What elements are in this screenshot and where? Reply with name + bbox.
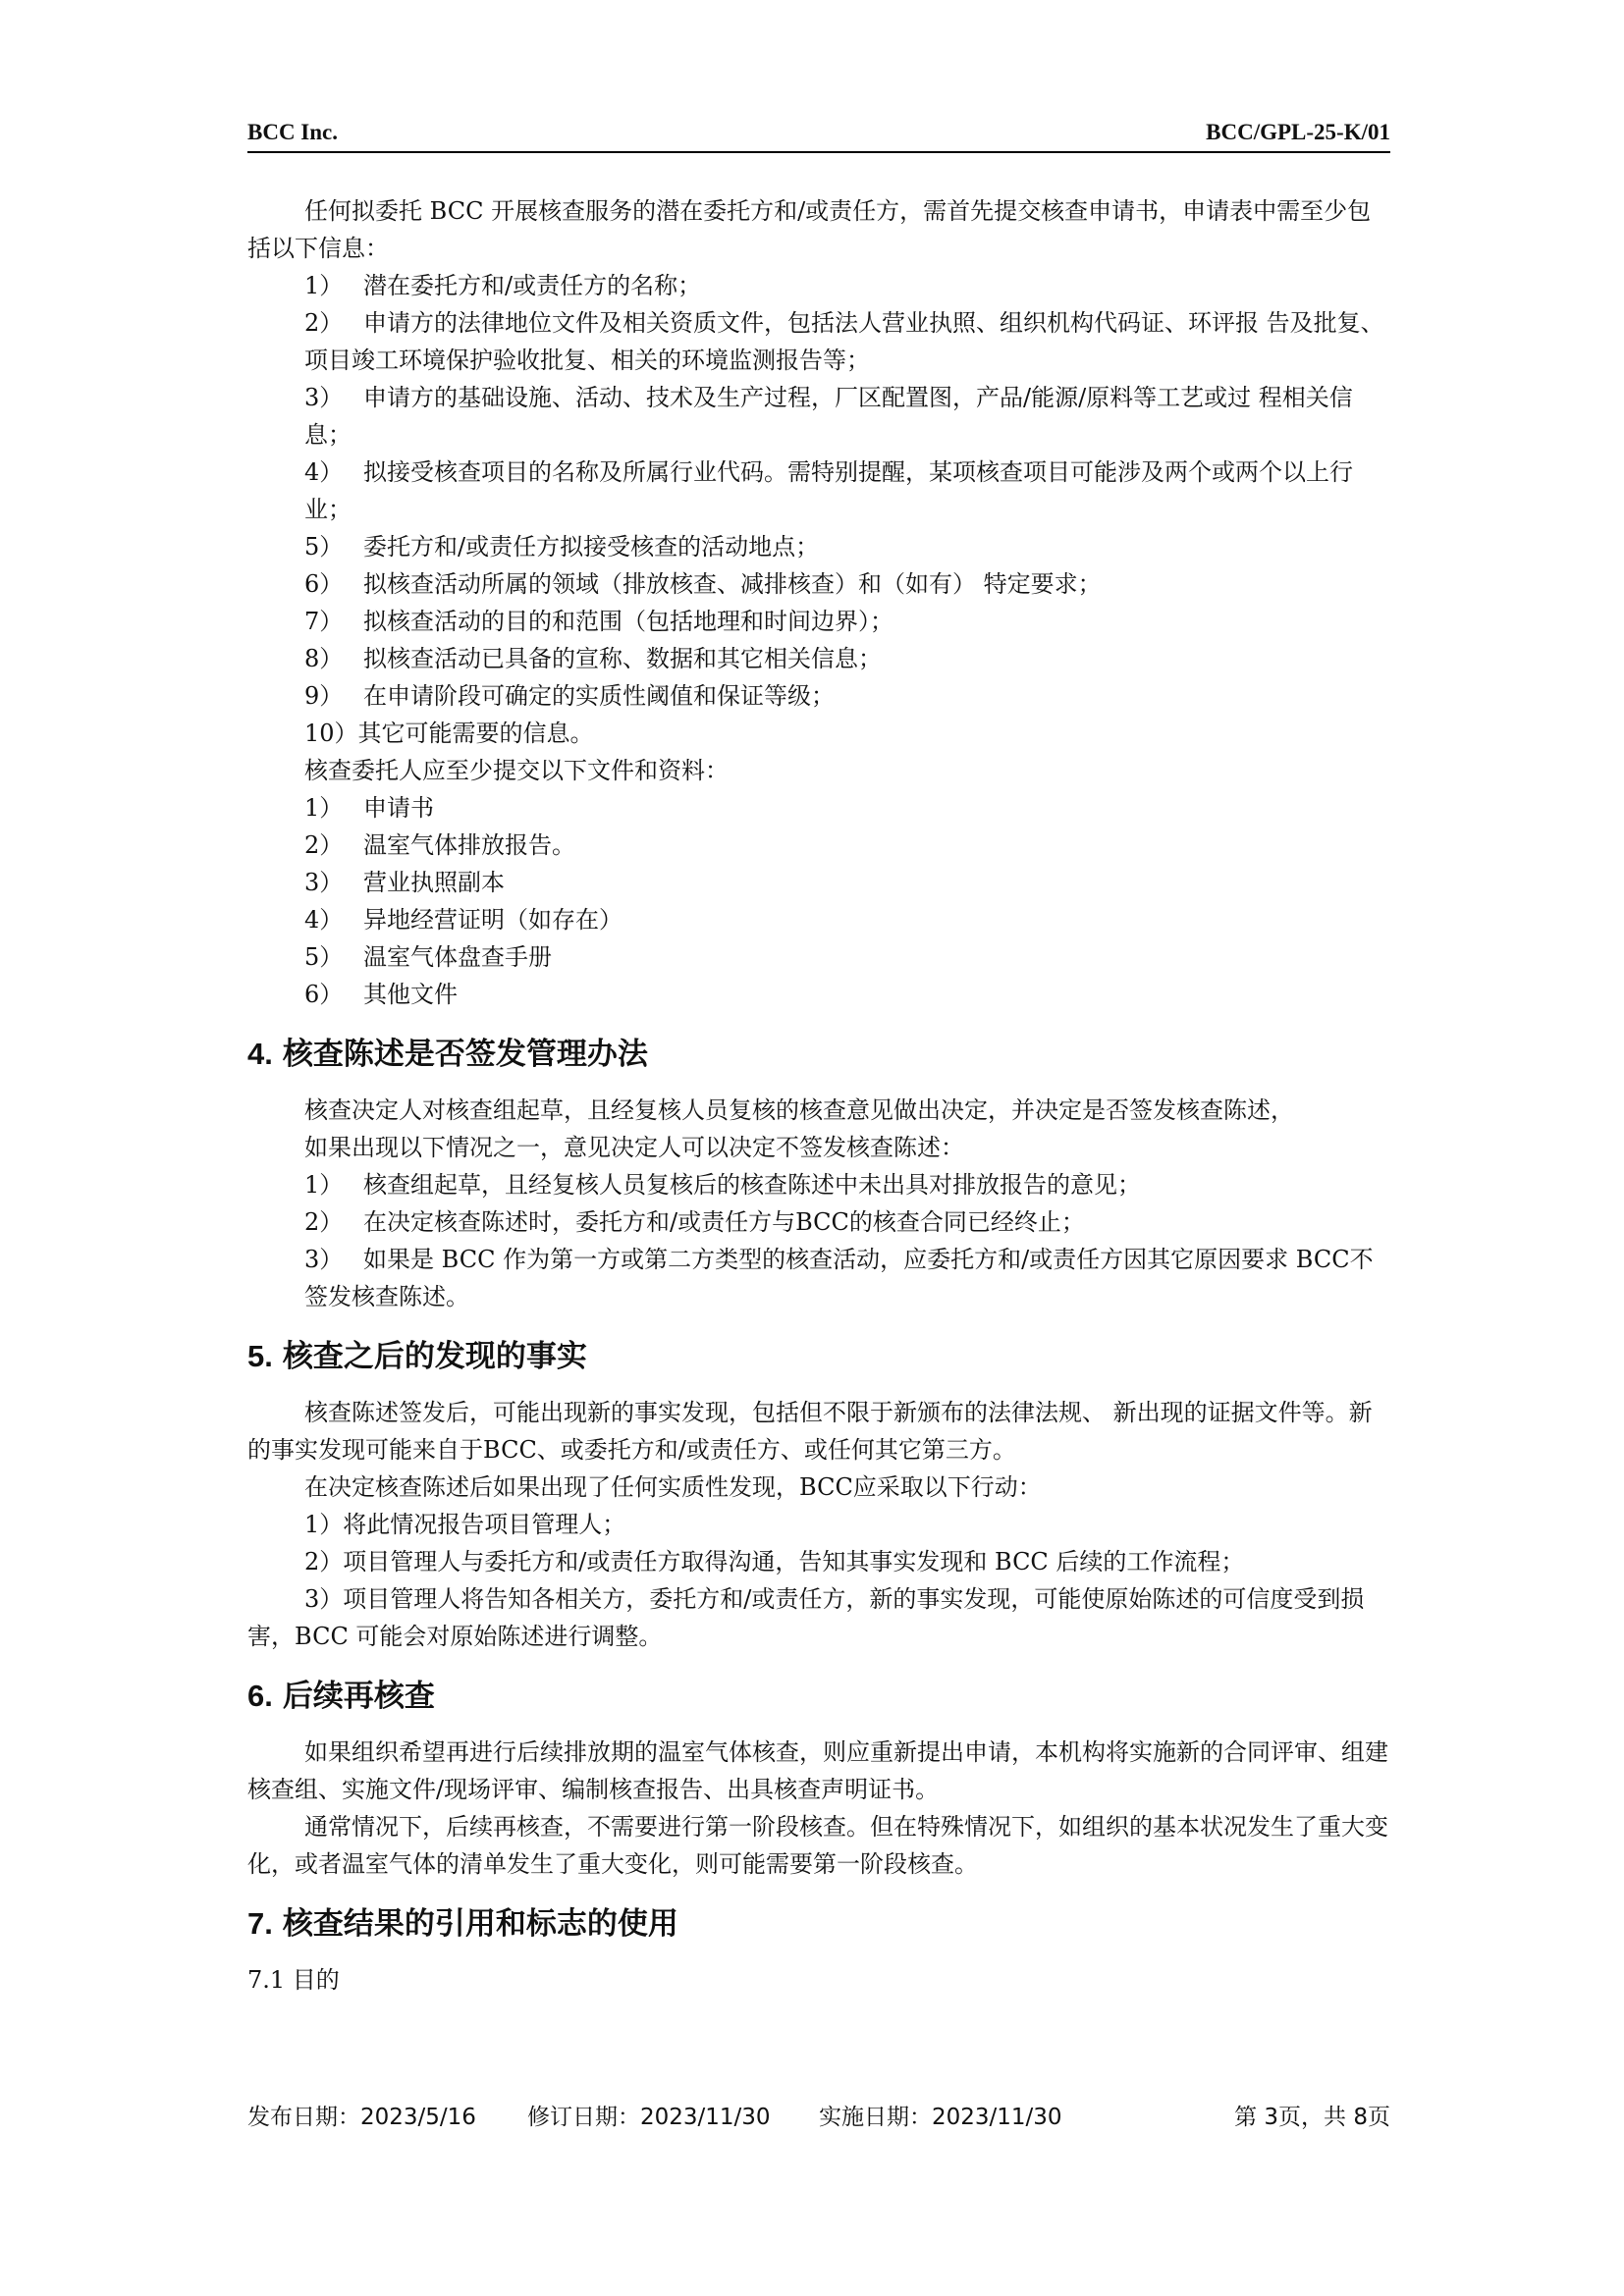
list-item: 4） 异地经营证明（如存在） xyxy=(304,906,623,934)
section-5-paragraph: 核查陈述签发后，可能出现新的事实发现，包括但不限于新颁布的法律法规、 新出现的证据文件等。新的事实发现可能来自于BCC、或委托方和/或责任方、或任何其它第三方。 xyxy=(247,1399,1373,1464)
issue-date: 发布日期：2023/5/16 xyxy=(247,2105,476,2130)
list-item: 3） 如果是 BCC 作为第一方或第二方类型的核查活动，应委托方和/或责任方因其它原因要求 BCC不签发核查陈述。 xyxy=(304,1246,1374,1310)
list-item: 1） 核查组起草，且经复核人员复核后的核查陈述中未出具对排放报告的意见； xyxy=(304,1171,1141,1199)
list-item: 1） 申请书 xyxy=(304,794,434,822)
docs-intro: 核查委托人应至少提交以下文件和资料： xyxy=(304,757,729,784)
page-content xyxy=(247,192,1390,2022)
revision-date: 修订日期：2023/11/30 xyxy=(527,2105,771,2130)
list-item: 3） 申请方的基础设施、活动、技术及生产过程，厂区配置图，产品/能源/原料等工艺或过 程相关信息； xyxy=(304,384,1353,449)
list-item: 6） 拟核查活动所属的领域（排放核查、减排核查）和（如有） 特定要求； xyxy=(304,570,1102,598)
section-4-paragraph: 核查决定人对核查组起草，且经复核人员复核的核查意见做出决定，并决定是否签发核查陈述， xyxy=(304,1096,1294,1124)
list-item: 5） 委托方和/或责任方拟接受核查的活动地点； xyxy=(304,533,820,561)
list-item: 3）项目管理人将告知各相关方，委托方和/或责任方，新的事实发现，可能使原始陈述的可信度受到损害，BCC 可能会对原始陈述进行调整。 xyxy=(247,1585,1365,1650)
list-item: 5） 温室气体盘查手册 xyxy=(304,943,552,971)
page-footer xyxy=(247,2099,1390,2128)
company-name: BCC Inc. xyxy=(247,120,339,144)
list-item: 9） 在申请阶段可确定的实质性阈值和保证等级； xyxy=(304,682,835,710)
list-item: 2）项目管理人与委托方和/或责任方取得沟通，告知其事实发现和 BCC 后续的工作流程； xyxy=(304,1548,1245,1575)
subsection-heading: 7.1 目的 xyxy=(247,1966,340,1994)
list-item: 1） 潜在委托方和/或责任方的名称； xyxy=(304,272,702,299)
list-item: 1）将此情况报告项目管理人； xyxy=(304,1511,626,1538)
list-item: 7） 拟核查活动的目的和范围（包括地理和时间边界）； xyxy=(304,608,893,635)
document-code: BCC/GPL-25-K/01 xyxy=(1206,120,1390,144)
section-6-paragraph: 通常情况下，后续再核查，不需要进行第一阶段核查。但在特殊情况下，如组织的基本状况发生了重大变化，或者温室气体的清单发生了重大变化，则可能需要第一阶段核查。 xyxy=(247,1813,1388,1878)
page-number: 第 3页，共 8页 xyxy=(1234,2105,1390,2130)
list-item: 4） 拟接受核查项目的名称及所属行业代码。需特别提醒，某项核查项目可能涉及两个或两个以上行业； xyxy=(304,458,1353,523)
list-item: 2） 温室气体排放报告。 xyxy=(304,831,575,859)
list-item: 6） 其他文件 xyxy=(304,981,458,1008)
section-4-paragraph: 如果出现以下情况之一，意见决定人可以决定不签发核查陈述： xyxy=(304,1134,964,1161)
list-item: 10）其它可能需要的信息。 xyxy=(304,720,594,747)
effective-date: 实施日期：2023/11/30 xyxy=(819,2105,1062,2130)
intro-paragraph: 任何拟委托 BCC 开展核查服务的潜在委托方和/或责任方，需首先提交核查申请书，申请表中需至少包括以下信息： xyxy=(247,197,1372,262)
section-6-paragraph: 如果组织希望再进行后续排放期的温室气体核查，则应重新提出申请，本机构将实施新的合同评审、组建核查组、实施文件/现场评审、编制核查报告、出具核查声明证书。 xyxy=(247,1738,1388,1803)
section-heading-6: 6. 后续再核查 xyxy=(247,1679,435,1714)
application-list xyxy=(247,267,1390,752)
list-item: 8） 拟核查活动已具备的宣称、数据和其它相关信息； xyxy=(304,645,882,672)
list-item: 3） 营业执照副本 xyxy=(304,869,505,896)
list-item: 2） 申请方的法律地位文件及相关资质文件，包括法人营业执照、组织机构代码证、环评报 告及批复、项目竣工环境保护验收批复、相关的环境监测报告等； xyxy=(304,309,1384,374)
section-heading-7: 7. 核查结果的引用和标志的使用 xyxy=(247,1906,678,1942)
section-heading-4: 4. 核查陈述是否签发管理办法 xyxy=(247,1037,648,1072)
documents-list xyxy=(247,789,1390,1013)
section-5-paragraph: 在决定核查陈述后如果出现了任何实质性发现，BCC应采取以下行动： xyxy=(304,1473,1042,1501)
section-heading-5: 5. 核查之后的发现的事实 xyxy=(247,1339,587,1374)
page-header xyxy=(247,116,1390,153)
list-item: 2） 在决定核查陈述时，委托方和/或责任方与BCC的核查合同已经终止； xyxy=(304,1208,1085,1236)
